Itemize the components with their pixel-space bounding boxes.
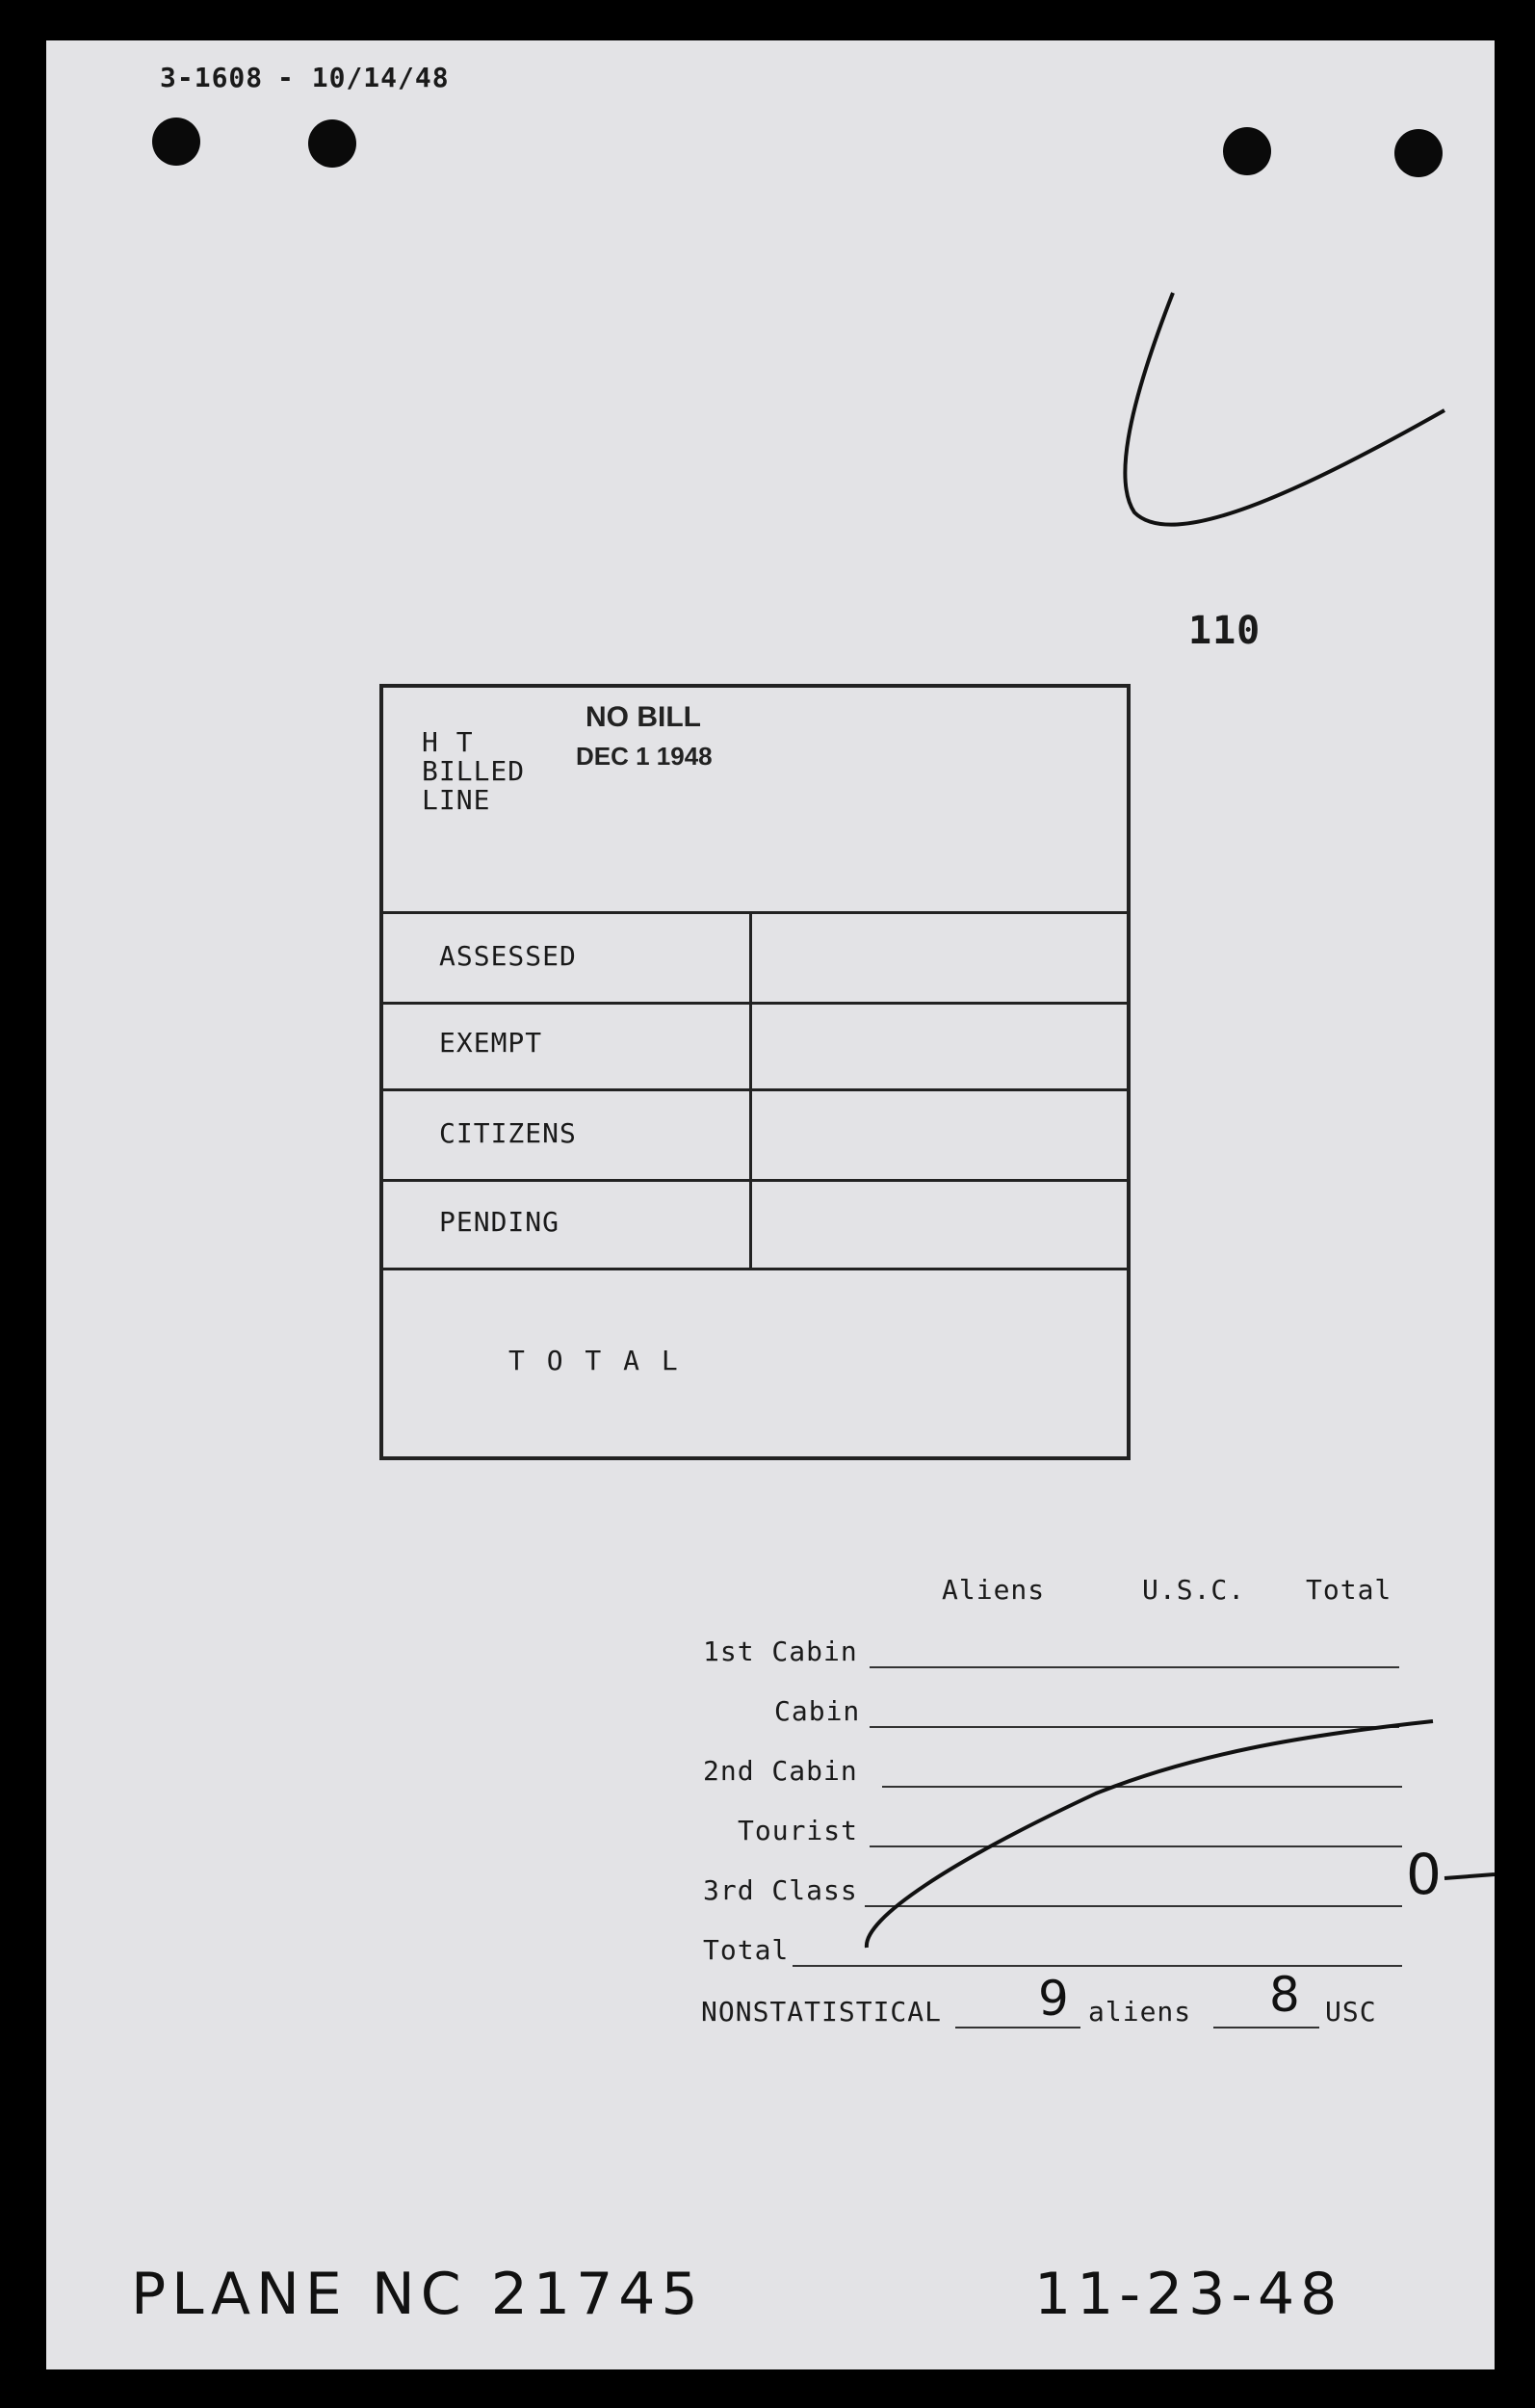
header-line-line: LINE (422, 784, 491, 816)
row-total: Total (703, 1934, 790, 1966)
form-code: 3-1608 (160, 62, 264, 93)
check-mark-stroke (1125, 293, 1444, 525)
nonstat-usc-label: USC (1325, 1996, 1377, 2028)
date-stamp: DEC 1 1948 (576, 742, 713, 771)
col-aliens: Aliens (942, 1574, 1046, 1606)
row-3rd-class: 3rd Class (703, 1874, 858, 1906)
row-1st-cabin: 1st Cabin (703, 1636, 858, 1667)
header-line-ht: H T (422, 726, 474, 758)
pen-marks (46, 40, 1495, 2369)
plane-note: PLANE NC 21745 (131, 2261, 704, 2328)
page-number: 110 (1188, 609, 1262, 653)
nonstat-aliens-label: aliens (1088, 1996, 1192, 2028)
no-bill-stamp: NO BILL (585, 701, 701, 733)
col-total: Total (1306, 1574, 1392, 1606)
nonstat-aliens-value: 9 (1038, 1971, 1075, 2027)
date-note: 11-23-48 (1034, 2261, 1343, 2328)
row-exempt: EXEMPT (439, 1027, 543, 1059)
nonstat-usc-value: 8 (1269, 1967, 1306, 2023)
row-assessed: ASSESSED (439, 940, 577, 972)
cancel-stroke (867, 1721, 1433, 1948)
total-label: T O T A L (508, 1345, 681, 1376)
nonstat-label: NONSTATISTICAL (701, 1996, 943, 2028)
row-2nd-cabin: 2nd Cabin (703, 1755, 858, 1787)
paper-sheet (46, 40, 1495, 2369)
row-citizens: CITIZENS (439, 1117, 577, 1149)
row-tourist: Tourist (738, 1815, 859, 1846)
header-line-billed: BILLED (422, 755, 526, 787)
handwritten-total: 0 (1406, 1842, 1447, 1907)
total-dash (1444, 1874, 1495, 1878)
form-date: - 10/14/48 (277, 62, 450, 93)
row-cabin: Cabin (774, 1695, 861, 1727)
col-usc: U.S.C. (1142, 1574, 1246, 1606)
row-pending: PENDING (439, 1206, 560, 1238)
